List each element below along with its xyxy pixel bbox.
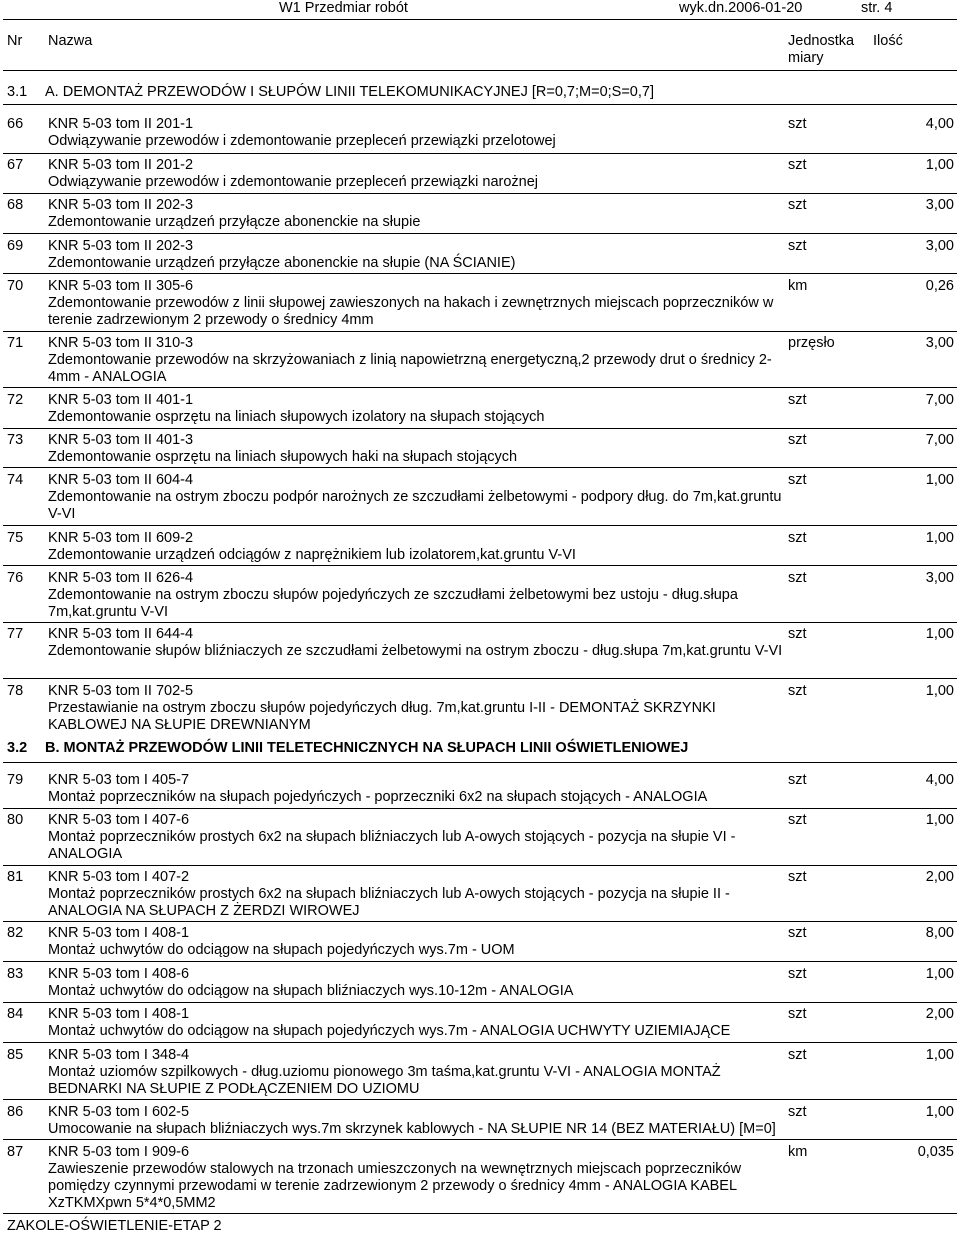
row-code: KNR 5-03 tom II 702-5 — [48, 683, 194, 699]
rule — [3, 921, 957, 922]
row-number: 73 — [7, 432, 24, 448]
row-unit: szt — [788, 966, 807, 982]
row-code: KNR 5-03 tom I 407-6 — [48, 812, 190, 828]
row-quantity: 4,00 — [925, 772, 954, 788]
row-unit: km — [788, 1144, 808, 1160]
row-quantity: 0,035 — [917, 1144, 954, 1160]
row-quantity: 2,00 — [925, 869, 954, 885]
row-code: KNR 5-03 tom II 201-2 — [48, 157, 194, 173]
row-description: Zdemontowanie przewodów na skrzyżowaniach z linią napowietrzną energetyczną,2 przewody drut o średnicy 2-4mm - ANALOGIA — [48, 352, 772, 385]
row-unit: szt — [788, 683, 807, 699]
row-description: Montaż poprzeczników na słupach pojedyńczych - poprzeczniki 6x2 na słupach stojących - ANALOGIA — [48, 789, 708, 805]
rule — [3, 233, 957, 234]
row-code: KNR 5-03 tom I 408-1 — [48, 925, 190, 941]
row-quantity: 7,00 — [925, 432, 954, 448]
row-unit: szt — [788, 570, 807, 586]
row-number: 72 — [7, 392, 24, 408]
row-description: Zawieszenie przewodów stalowych na trzonach umieszczonych na wewnętrznych miejscach poprzeczników pomiędzy czynnymi przewodami w terenie zadrzewionym 2 przewody o średnicy 4mm - ANALOGIA KABEL XzTKMXpwn 5*4*0,5MM2 — [48, 1161, 742, 1211]
row-number: 85 — [7, 1047, 24, 1063]
row-description: Montaż poprzeczników prostych 6x2 na słupach bliźniaczych lub A-owych stojących - pozycja na słupie II - ANALOGIA NA SŁUPACH Z ŻERDZI WIROWEJ — [48, 886, 730, 919]
row-description: Montaż uchwytów do odciągow na słupach pojedyńczych wys.7m - UOM — [48, 942, 515, 958]
row-unit: km — [788, 278, 808, 294]
row-unit: szt — [788, 197, 807, 213]
col-header-name: Nazwa — [48, 33, 93, 49]
row-unit: szt — [788, 238, 807, 254]
row-number: 66 — [7, 116, 24, 132]
section-number: 3.1 — [7, 84, 28, 100]
rule — [3, 193, 957, 194]
row-quantity: 1,00 — [925, 812, 954, 828]
rule-top — [3, 19, 957, 20]
row-number: 71 — [7, 335, 24, 351]
row-quantity: 0,26 — [925, 278, 954, 294]
row-code: KNR 5-03 tom II 201-1 — [48, 116, 194, 132]
row-number: 86 — [7, 1104, 24, 1120]
page-number: str. 4 — [861, 0, 893, 16]
row-quantity: 3,00 — [925, 570, 954, 586]
row-code: KNR 5-03 tom II 401-3 — [48, 432, 194, 448]
rule — [3, 273, 957, 274]
doc-file: wyk.dn.2006-01-20 — [679, 0, 803, 16]
row-description: Odwiązywanie przewodów i zdemontowanie przepleceń przewiązki narożnej — [48, 174, 539, 190]
col-header-unit: Jednostka miary — [788, 33, 855, 66]
row-unit: szt — [788, 772, 807, 788]
row-description: Zdemontowanie urządzeń odciągów z naprężnikiem lub izolatorem,kat.gruntu V-VI — [48, 547, 576, 563]
rule — [3, 565, 957, 566]
row-quantity: 7,00 — [925, 392, 954, 408]
row-unit: szt — [788, 626, 807, 642]
row-description: Montaż uchwytów do odciągow na słupach pojedyńczych wys.7m - ANALOGIA UCHWYTY UZIEMIAJĄCE — [48, 1023, 731, 1039]
row-description: Zdemontowanie słupów bliźniaczych ze szczudłami żelbetowymi na ostrym zboczu - dług.słupa 7m,kat.gruntu V-VI — [48, 643, 783, 659]
row-code: KNR 5-03 tom II 202-3 — [48, 238, 194, 254]
rule — [3, 525, 957, 526]
row-description: Montaż poprzeczników prostych 6x2 na słupach bliźniaczych lub A-owych stojących - pozycja na słupie VI - ANALOGIA — [48, 829, 736, 862]
rule — [3, 1213, 957, 1214]
row-number: 78 — [7, 683, 24, 699]
row-unit: szt — [788, 925, 807, 941]
row-quantity: 1,00 — [925, 966, 954, 982]
row-quantity: 3,00 — [925, 197, 954, 213]
rule-header-bottom — [3, 70, 957, 71]
row-description: Zdemontowanie na ostrym zboczu podpór narożnych ze szczudłami żelbetowymi - podpory dług. do 7m,kat.gruntu V-VI — [48, 489, 782, 522]
row-unit: szt — [788, 869, 807, 885]
row-number: 82 — [7, 925, 24, 941]
section-title: A. DEMONTAŻ PRZEWODÓW I SŁUPÓW LINII TELEKOMUNIKACYJNEJ [R=0,7;M=0;S=0,7] — [45, 84, 654, 100]
row-unit: szt — [788, 530, 807, 546]
row-number: 68 — [7, 197, 24, 213]
row-unit: szt — [788, 472, 807, 488]
row-description: Montaż uziomów szpilkowych - dług.uziomu pionowego 3m taśma,kat.gruntu V-VI - ANALOGIA MONTAŻ BEDNARKI NA SŁUPIE Z PODŁĄCZENIEM DO UZIOMU — [48, 1064, 721, 1097]
row-quantity: 1,00 — [925, 626, 954, 642]
row-code: KNR 5-03 tom II 202-3 — [48, 197, 194, 213]
row-code: KNR 5-03 tom II 305-6 — [48, 278, 194, 294]
row-code: KNR 5-03 tom II 401-1 — [48, 392, 194, 408]
row-number: 79 — [7, 772, 24, 788]
row-quantity: 1,00 — [925, 683, 954, 699]
row-quantity: 2,00 — [925, 1006, 954, 1022]
row-unit: szt — [788, 116, 807, 132]
row-quantity: 1,00 — [925, 1104, 954, 1120]
row-unit: przęsło — [788, 335, 835, 351]
row-unit: szt — [788, 812, 807, 828]
page-header — [0, 0, 960, 18]
row-unit: szt — [788, 1047, 807, 1063]
rule — [3, 467, 957, 468]
rule — [3, 678, 957, 679]
row-code: KNR 5-03 tom II 310-3 — [48, 335, 194, 351]
row-description: Zdemontowanie osprzętu na liniach słupowych izolatory na słupach stojących — [48, 409, 545, 425]
row-number: 87 — [7, 1144, 24, 1160]
row-number: 75 — [7, 530, 24, 546]
page-footer: ZAKOLE-OŚWIETLENIE-ETAP 2 — [7, 1218, 222, 1234]
rule — [3, 865, 957, 866]
row-number: 69 — [7, 238, 24, 254]
row-number: 70 — [7, 278, 24, 294]
row-description: Zdemontowanie urządzeń przyłącze abonenckie na słupie (NA ŚCIANIE) — [48, 255, 516, 271]
row-code: KNR 5-03 tom I 348-4 — [48, 1047, 190, 1063]
rule — [3, 1139, 957, 1140]
row-code: KNR 5-03 tom I 405-7 — [48, 772, 190, 788]
rule — [3, 387, 957, 388]
row-description: Zdemontowanie osprzętu na liniach słupowych haki na słupach stojących — [48, 449, 518, 465]
row-description: Przestawianie na ostrym zboczu słupów pojedyńczych dług. 7m,kat.gruntu I-II - DEMONTAŻ SKRZYNKI KABLOWEJ NA SŁUPIE DREWNIANYM — [48, 700, 716, 733]
row-description: Zdemontowanie na ostrym zboczu słupów pojedyńczych ze szczudłami żelbetowymi bez ustoju - dług.słupa 7m,kat.gruntu V-VI — [48, 587, 738, 620]
rule — [3, 622, 957, 623]
row-number: 81 — [7, 869, 24, 885]
col-header-nr: Nr — [7, 33, 23, 49]
rule — [3, 104, 957, 105]
section-number: 3.2 — [7, 740, 28, 756]
section-title: B. MONTAŻ PRZEWODÓW LINII TELETECHNICZNYCH NA SŁUPACH LINII OŚWIETLENIOWEJ — [45, 740, 689, 756]
row-code: KNR 5-03 tom II 644-4 — [48, 626, 194, 642]
row-code: KNR 5-03 tom II 609-2 — [48, 530, 194, 546]
rule — [3, 762, 957, 763]
row-description: Zdemontowanie urządzeń przyłącze abonenckie na słupie — [48, 214, 421, 230]
row-unit: szt — [788, 1104, 807, 1120]
rule — [3, 1002, 957, 1003]
row-description: Umocowanie na słupach bliźniaczych wys.7m skrzynek kablowych - NA SŁUPIE NR 14 (BEZ MATERIAŁU) [M=0] — [48, 1121, 776, 1137]
row-description: Odwiązywanie przewodów i zdemontowanie przepleceń przewiązki przelotowej — [48, 133, 556, 149]
row-code: KNR 5-03 tom I 602-5 — [48, 1104, 190, 1120]
row-number: 77 — [7, 626, 24, 642]
row-quantity: 8,00 — [925, 925, 954, 941]
row-number: 80 — [7, 812, 24, 828]
row-quantity: 3,00 — [925, 238, 954, 254]
row-unit: szt — [788, 432, 807, 448]
row-description: Montaż uchwytów do odciągow na słupach bliźniaczych wys.10-12m - ANALOGIA — [48, 983, 574, 999]
row-code: KNR 5-03 tom I 407-2 — [48, 869, 190, 885]
rule — [3, 1099, 957, 1100]
row-unit: szt — [788, 392, 807, 408]
col-header-qty: Ilość — [873, 33, 903, 49]
row-quantity: 3,00 — [925, 335, 954, 351]
row-quantity: 1,00 — [925, 157, 954, 173]
row-code: KNR 5-03 tom I 408-6 — [48, 966, 190, 982]
rule — [3, 331, 957, 332]
row-description: Zdemontowanie przewodów z linii słupowej zawieszonych na hakach i zewnętrznych miejscach poprzeczników w terenie zadrzewionym 2 przewody o średnicy 4mm — [48, 295, 774, 328]
row-code: KNR 5-03 tom II 626-4 — [48, 570, 194, 586]
row-number: 83 — [7, 966, 24, 982]
row-unit: szt — [788, 157, 807, 173]
rule — [3, 961, 957, 962]
row-code: KNR 5-03 tom I 909-6 — [48, 1144, 190, 1160]
row-unit: szt — [788, 1006, 807, 1022]
row-number: 67 — [7, 157, 24, 173]
row-code: KNR 5-03 tom I 408-1 — [48, 1006, 190, 1022]
row-number: 74 — [7, 472, 24, 488]
rule — [3, 1042, 957, 1043]
row-quantity: 1,00 — [925, 472, 954, 488]
row-quantity: 1,00 — [925, 1047, 954, 1063]
row-code: KNR 5-03 tom II 604-4 — [48, 472, 194, 488]
doc-title: W1 Przedmiar robót — [279, 0, 408, 16]
row-number: 84 — [7, 1006, 24, 1022]
row-quantity: 4,00 — [925, 116, 954, 132]
row-number: 76 — [7, 570, 24, 586]
rule — [3, 808, 957, 809]
rule — [3, 428, 957, 429]
rule — [3, 153, 957, 154]
row-quantity: 1,00 — [925, 530, 954, 546]
